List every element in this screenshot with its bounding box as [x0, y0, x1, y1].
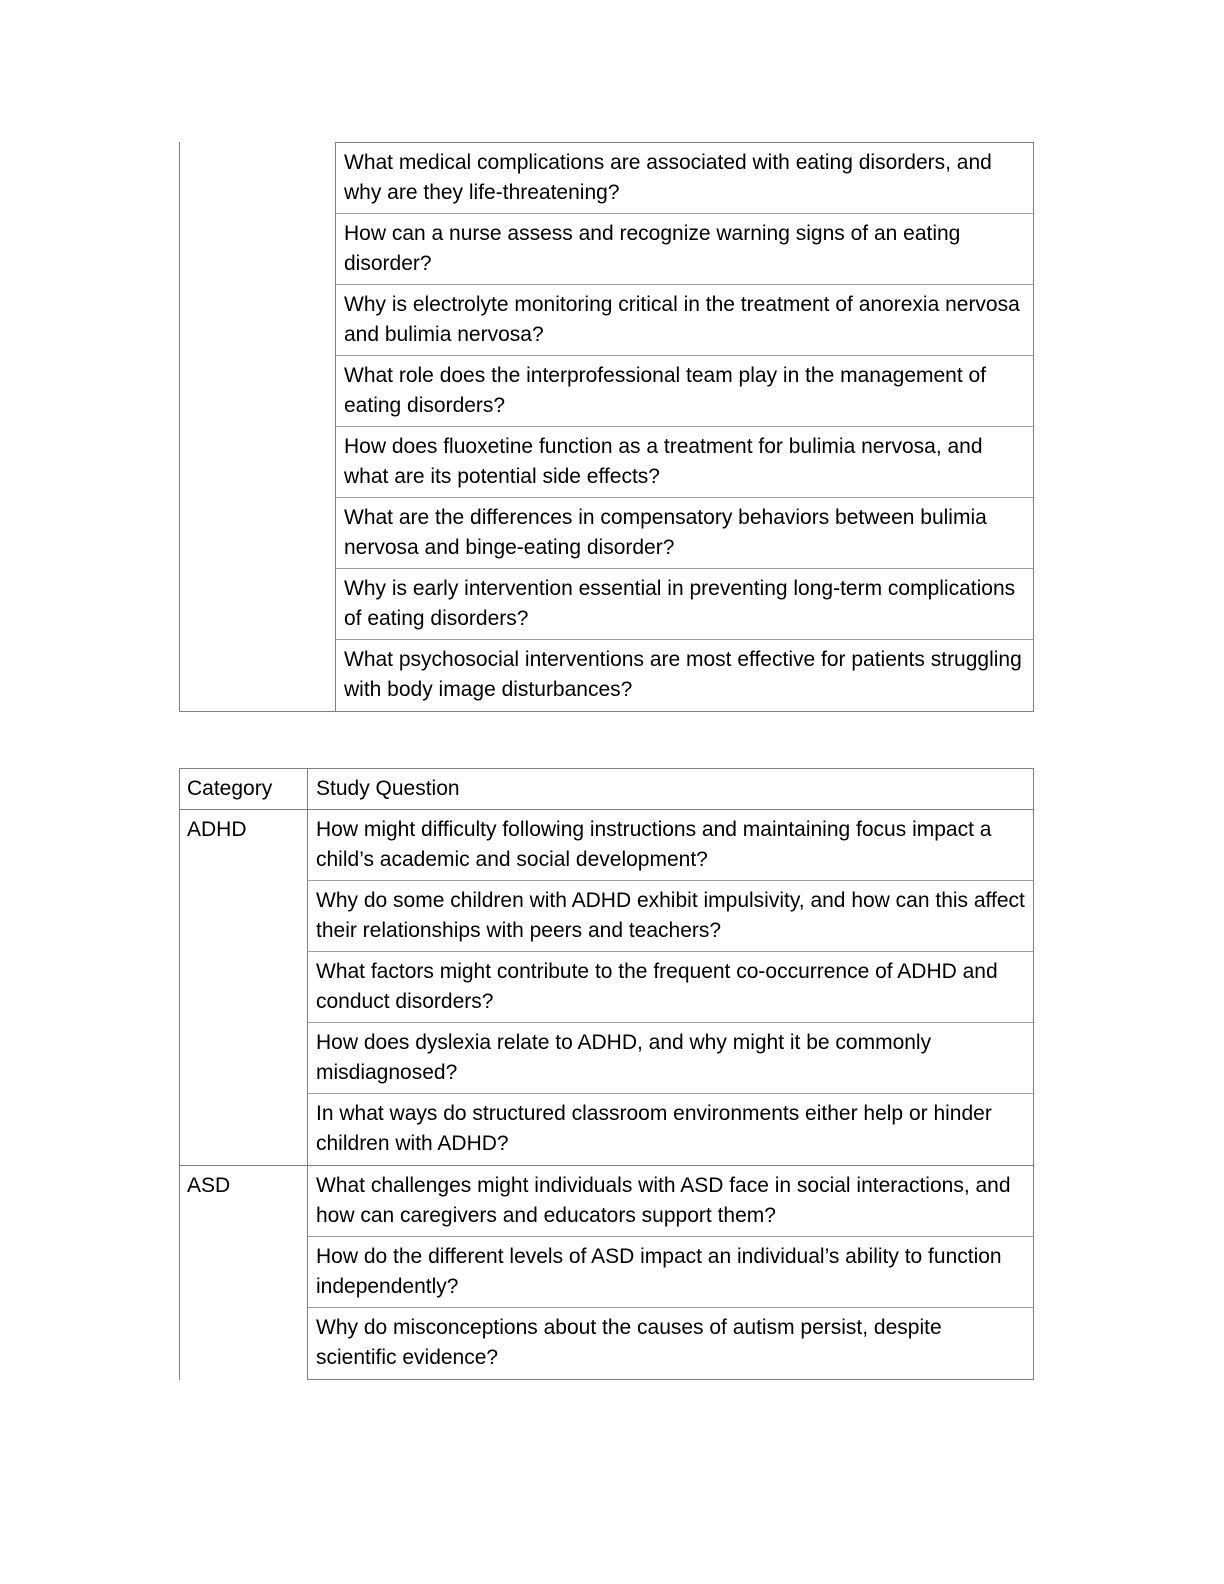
category-label: ASD	[179, 1166, 308, 1380]
question-cell: What role does the interprofessional team play in the management of eating disorders?	[336, 356, 1033, 427]
question-column	[335, 142, 1034, 711]
study-questions-table	[179, 768, 1034, 1380]
question-cell: Why do some children with ADHD exhibit impulsivity, and how can this affect their relationships with peers and teachers?	[308, 881, 1033, 952]
question-cell: Why is early intervention essential in preventing long-term complications of eating disorders?	[336, 569, 1033, 640]
table-header-row	[179, 768, 1034, 810]
question-cell: What challenges might individuals with ASD face in social interactions, and how can caregivers and educators support them?	[308, 1166, 1033, 1237]
question-cell: What psychosocial interventions are most effective for patients struggling with body image disturbances?	[344, 648, 1022, 701]
table-bottom-border	[179, 711, 1034, 712]
question-cell: Why is electrolyte monitoring critical in the treatment of anorexia nervosa and bulimia nervosa?	[336, 285, 1033, 356]
question-cell: In what ways do structured classroom environments either help or hinder children with ADHD?	[316, 1102, 992, 1155]
question-cell: What factors might contribute to the frequent co-occurrence of ADHD and conduct disorders?	[308, 952, 1033, 1023]
question-cell: What are the differences in compensatory behaviors between bulimia nervosa and binge-eating disorder?	[336, 498, 1033, 569]
question-cell: How do the different levels of ASD impact an individual’s ability to function independently?	[308, 1237, 1033, 1308]
question-cell: What medical complications are associated with eating disorders, and why are they life-threatening?	[336, 143, 1033, 214]
question-cell: How does fluoxetine function as a treatment for bulimia nervosa, and what are its potential side effects?	[336, 427, 1033, 498]
study-question-header: Study Question	[308, 769, 1034, 809]
category-label: ADHD	[179, 810, 308, 1165]
category-header: Category	[179, 769, 308, 809]
question-column	[308, 810, 1034, 1165]
question-column	[308, 1166, 1034, 1380]
category-group-adhd	[179, 810, 1034, 1166]
question-cell: How does dyslexia relate to ADHD, and why might it be commonly misdiagnosed?	[308, 1023, 1033, 1094]
question-cell: Why do misconceptions about the causes of autism persist, despite scientific evidence?	[316, 1316, 942, 1369]
table-left-border	[179, 142, 180, 712]
category-group-asd	[179, 1166, 1034, 1380]
question-cell: How might difficulty following instructions and maintaining focus impact a child’s academic and social development?	[308, 810, 1033, 881]
question-cell: How can a nurse assess and recognize warning signs of an eating disorder?	[336, 214, 1033, 285]
eating-disorders-table	[179, 142, 1034, 712]
